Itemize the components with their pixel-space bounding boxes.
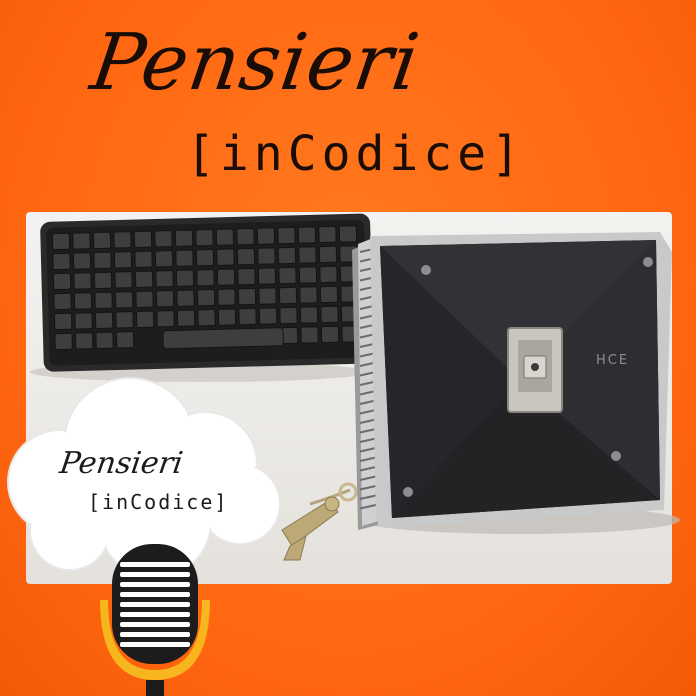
keyboard-key (155, 231, 172, 247)
keyboard-key (75, 313, 92, 329)
keyboard-key (177, 290, 194, 306)
keyboard-key (135, 271, 152, 287)
keyboard-key (95, 292, 112, 308)
keyboard-key (259, 288, 276, 304)
keyboard-key (258, 268, 275, 284)
keyboard-key (134, 231, 151, 247)
mic-grill-bar (120, 642, 190, 647)
mic-grill-bar (120, 602, 190, 607)
keyboard-key (299, 267, 316, 283)
keyboard-key (320, 286, 337, 302)
keyboard-key (218, 309, 235, 325)
keyboard-key (94, 252, 111, 268)
keyboard-key (196, 249, 213, 265)
keyboard-key (115, 272, 132, 288)
mini-pc (352, 232, 672, 530)
keyboard-key (300, 287, 317, 303)
keyboard-key (321, 306, 338, 322)
keyboard-key (54, 313, 71, 329)
mic-grill-bar (120, 562, 190, 567)
keyboard-key (176, 250, 193, 266)
mic-grill-bar (120, 622, 190, 627)
keyboard-key (299, 247, 316, 263)
keyboard-key (217, 269, 234, 285)
keyboard-key (52, 233, 69, 249)
keyboard-key (218, 289, 235, 305)
keyboard-key (116, 312, 133, 328)
badge-title-script: Pensieri (57, 446, 186, 481)
microphone-icon (90, 540, 220, 696)
mic-grill-bar (120, 592, 190, 597)
keyboard-key (176, 270, 193, 286)
keyboard-key (339, 226, 356, 242)
keyboard-key (319, 246, 336, 262)
keyboard-key (258, 248, 275, 264)
badge-title-mono: [inCodice] (88, 490, 229, 514)
keyboard-key (55, 333, 72, 349)
keyboard-key (95, 312, 112, 328)
keyboard-key (115, 292, 132, 308)
keyboard-key (135, 251, 152, 267)
keyboard-key (239, 308, 256, 324)
keyboard-key (237, 228, 254, 244)
mic-grill-bar (120, 582, 190, 587)
keyboard-key (177, 310, 194, 326)
keyboard-key (301, 327, 318, 343)
keyboard-key (94, 272, 111, 288)
keyboard-key (278, 247, 295, 263)
keyboard-key (197, 289, 214, 305)
keyboard-key (319, 226, 336, 242)
mic-grill-bar (120, 632, 190, 637)
keyboard-key (279, 287, 296, 303)
keyboard-key (157, 311, 174, 327)
keyboard-key (74, 293, 91, 309)
keyboard-key (320, 266, 337, 282)
keyboard-key (237, 248, 254, 264)
keyboard-key (53, 253, 70, 269)
keyboard-key (136, 291, 153, 307)
logo-title-script: Pensieri (85, 18, 426, 108)
keyboard-key (114, 232, 131, 248)
keyboard-key (53, 273, 70, 289)
keyboard-key (238, 288, 255, 304)
keyboard-key (280, 307, 297, 323)
keyboard-key (196, 229, 213, 245)
logo-title-mono: [inCodice] (186, 126, 525, 182)
keyboard-key (175, 230, 192, 246)
keyboard (40, 213, 374, 372)
keyboard-key (278, 227, 295, 243)
mic-grill-bar (120, 612, 190, 617)
keyboard-key (114, 252, 131, 268)
keyboard-key (155, 251, 172, 267)
keychain (282, 484, 356, 560)
keyboard-key (321, 326, 338, 342)
keyboard-key (198, 309, 215, 325)
device-brand: HCE (596, 353, 630, 368)
keyboard-key (156, 291, 173, 307)
keyboard-key (74, 273, 91, 289)
keyboard-key (116, 332, 133, 348)
keyboard-key (259, 308, 276, 324)
keyboard-key (75, 333, 92, 349)
keyboard-key (96, 332, 113, 348)
keyboard-key (238, 268, 255, 284)
keyboard-key (73, 233, 90, 249)
keyboard-key (216, 229, 233, 245)
keyboard-key (136, 311, 153, 327)
keyboard-key (279, 267, 296, 283)
keyboard-key (300, 307, 317, 323)
keyboard-key (298, 227, 315, 243)
keyboard-key (197, 269, 214, 285)
keyboard-key (257, 228, 274, 244)
keyboard-key (217, 249, 234, 265)
keyboard-key (73, 253, 90, 269)
keyboard-key (156, 271, 173, 287)
mic-grill-bar (120, 572, 190, 577)
keyboard-key (93, 232, 110, 248)
keyboard-key (54, 293, 71, 309)
